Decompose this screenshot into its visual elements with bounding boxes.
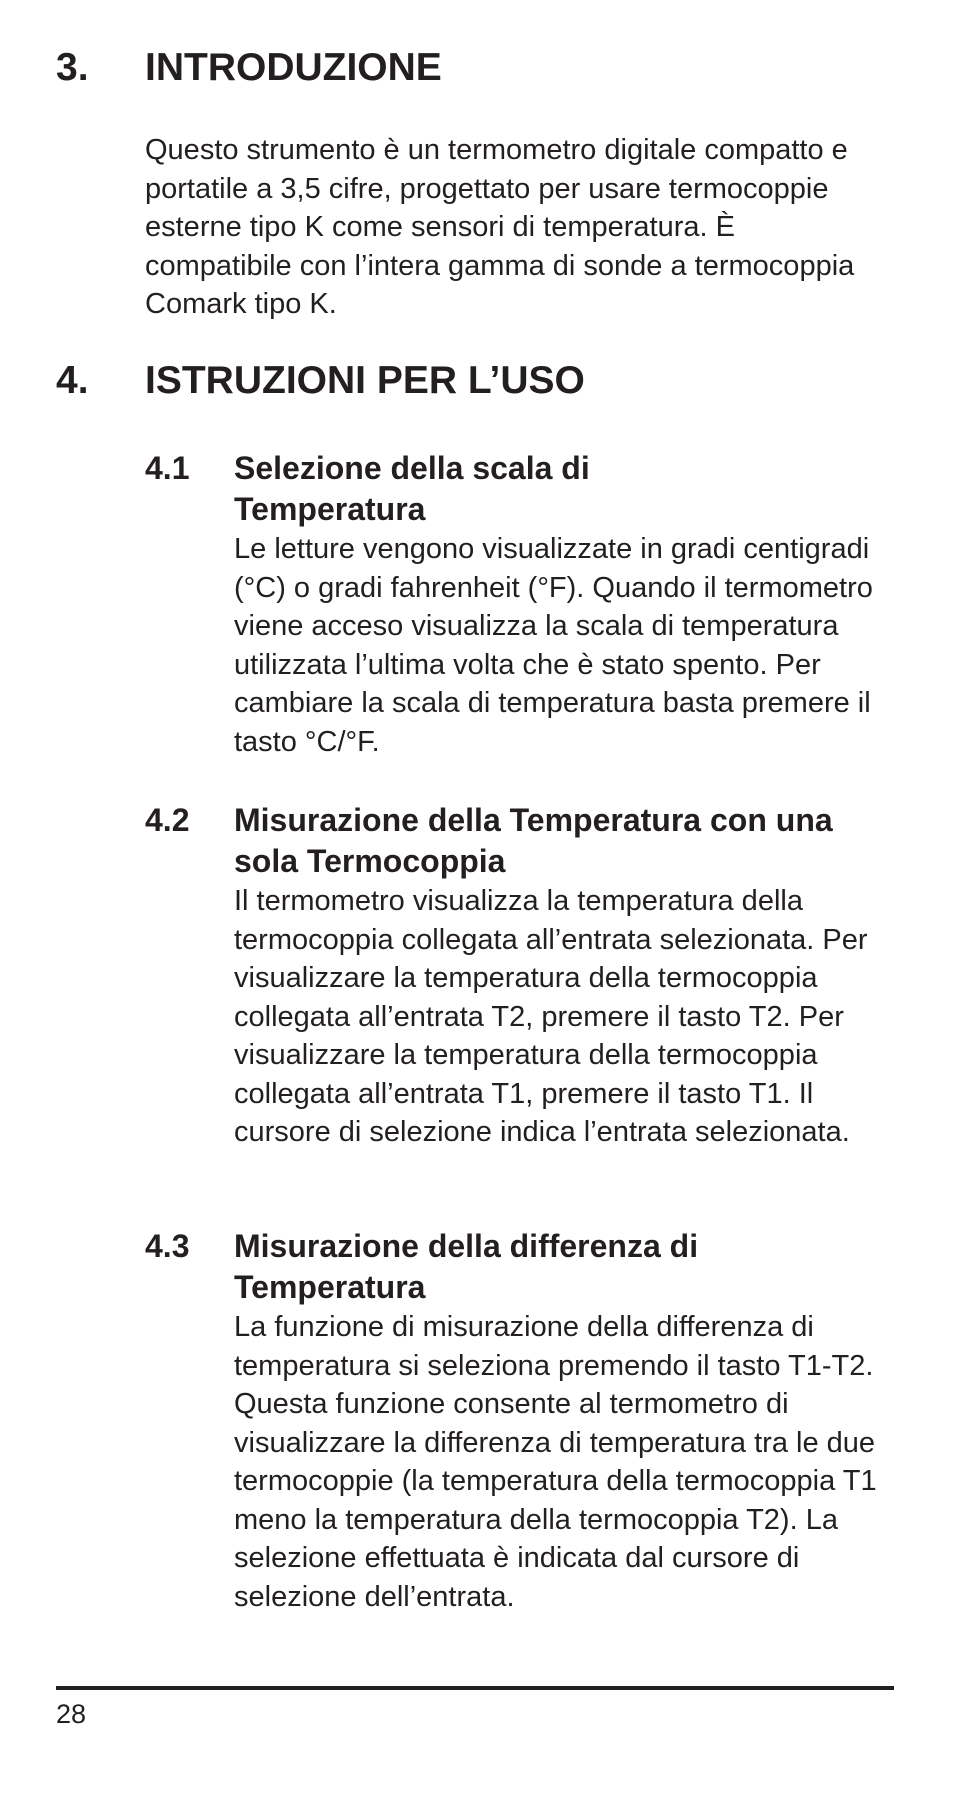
section-number: 4. [56,359,89,402]
footer-divider [56,1686,894,1690]
subsection-paragraph: Il termometro visualizza la temperatura della termocoppia collegata all’entrata selezionata. Per visualizzare la temperatura della termocoppia collegata all’entrata T2, premere il tasto T2. Per visualizzare la temperatura della termocoppia collegata all’entrata T1, premere il tasto T1. Il cursore di selezione indica l’entrata selezionata. [234,885,868,1148]
subsection-title: Misurazione della differenza di Temperatura [234,1228,699,1305]
introduction-paragraph: Questo strumento è un termometro digitale compatto e portatile a 3,5 cifre, progettato per usare termocoppie esterne tipo K come sensori di temperatura. È compatibile con l’intera gamma di sonde a termocoppia Comark tipo K. [145,134,855,320]
subsection-number: 4.3 [145,1228,190,1264]
section-number: 3. [56,46,89,89]
subsection-title: Misurazione della Temperatura con una sola Termocoppia [234,802,833,879]
subsection-number: 4.1 [145,450,190,486]
subsection-title: Selezione della scala di Temperatura [234,450,590,527]
subsection-number: 4.2 [145,802,190,838]
page-number: 28 [56,1699,87,1729]
subsection-paragraph: Le letture vengono visualizzate in gradi centigradi (°C) o gradi fahrenheit (°F). Quando il termometro viene acceso visualizza la scala di temperatura utilizzata l’ultima volta che è stato spento. Per cambiare la scala di temperatura basta premere il tasto °C/°F. [234,533,873,758]
section-title: INTRODUZIONE [145,46,442,89]
section-title: ISTRUZIONI PER L’USO [145,359,585,402]
subsection-paragraph: La funzione di misurazione della differenza di temperatura si seleziona premendo il tasto T1-T2. Questa funzione consente al termometro di visualizzare la differenza di temperatura tra le due termocoppie (la temperatura della termocoppia T1 meno la temperatura della termocoppia T2). La selezione effettuata è indicata dal cursore di selezione dell’entrata. [234,1311,877,1613]
